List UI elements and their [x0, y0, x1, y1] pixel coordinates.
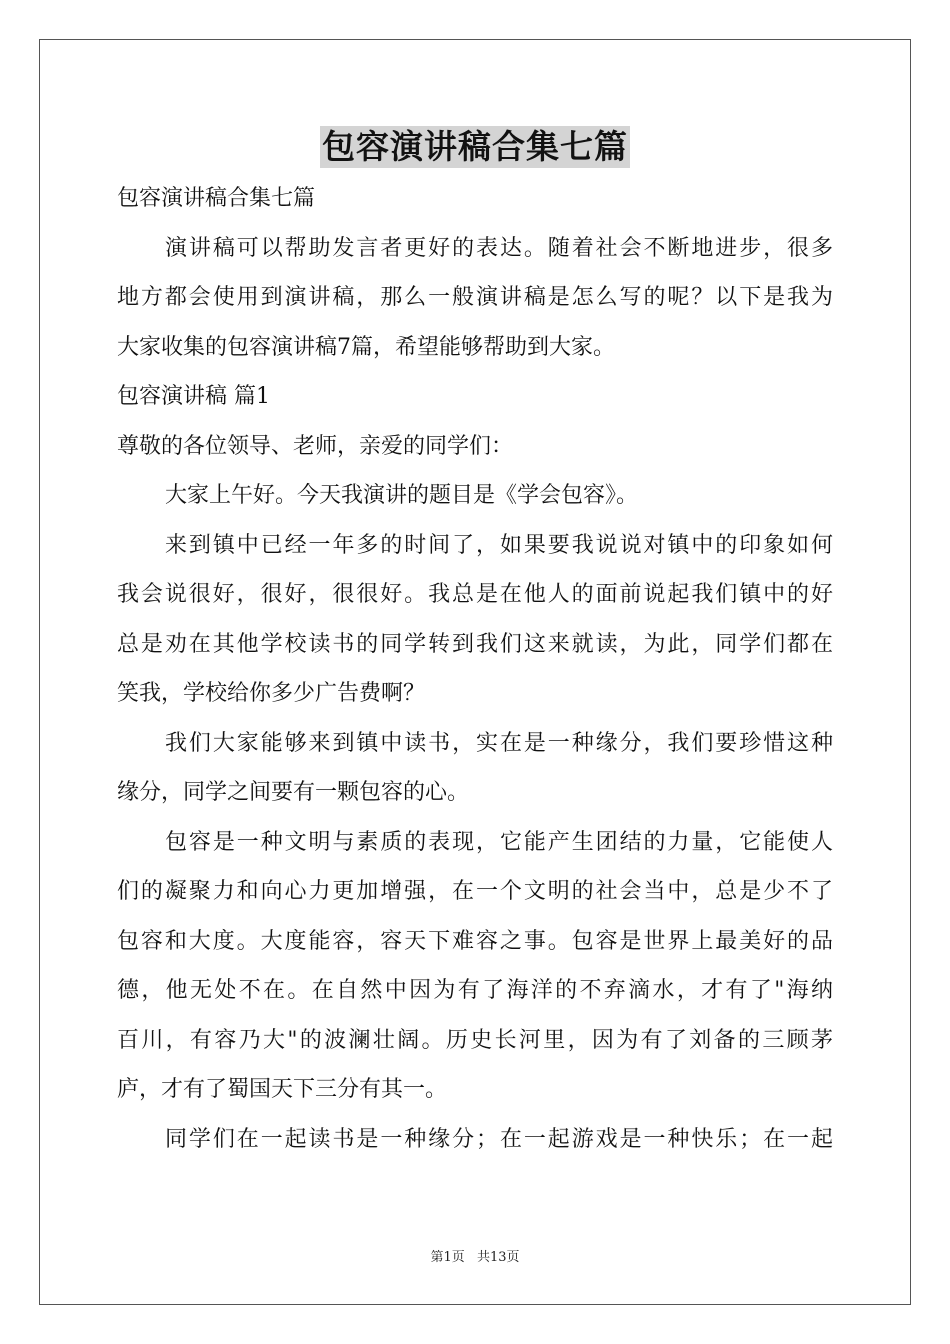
document-body [117, 174, 833, 1164]
text-line: 我们大家能够来到镇中读书，实在是一种缘分，我们要珍惜这种 [165, 730, 833, 756]
text-line: 来到镇中已经一年多的时间了，如果要我说说对镇中的印象如何 [165, 532, 833, 558]
page-footer [0, 1246, 950, 1265]
page-total: 共13页 [476, 1250, 520, 1265]
text-line: 德，他无处不在。在自然中因为有了海洋的不弃滴水，才有了"海纳 [117, 978, 833, 1003]
text-line: 演讲稿可以帮助发言者更好的表达。随着社会不断地进步，很多 [165, 235, 833, 261]
text-line: 总是劝在其他学校读书的同学转到我们这来就读，为此，同学们都在 [117, 631, 833, 657]
text-line: 包容演讲稿合集七篇 [117, 186, 316, 211]
text-line: 缘分，同学之间要有一颗包容的心。 [117, 780, 470, 805]
text-line: 百川，有容乃大"的波澜壮阔。历史长河里，因为有了刘备的三顾茅 [117, 1027, 833, 1053]
text-line: 同学们在一起读书是一种缘分；在一起游戏是一种快乐；在一起 [165, 1126, 833, 1152]
text-line: 包容和大度。大度能容，容天下难容之事。包容是世界上最美好的品 [117, 928, 833, 954]
text-line: 们的凝聚力和向心力更加增强，在一个文明的社会当中，总是少不了 [117, 879, 833, 904]
text-line: 大家收集的包容演讲稿7篇，希望能够帮助到大家。 [117, 334, 615, 360]
text-line: 笑我，学校给你多少广告费啊？ [117, 681, 426, 706]
page-number: 第1页 [430, 1250, 465, 1265]
text-line: 我会说很好，很好，很很好。我总是在他人的面前说起我们镇中的好 [117, 582, 833, 607]
document-title: 包容演讲稿合集七篇 [322, 127, 628, 166]
text-line: 包容演讲稿 篇1 [117, 384, 270, 409]
text-line: 大家上午好。今天我演讲的题目是《学会包容》。 [165, 483, 639, 508]
text-line: 包容是一种文明与素质的表现，它能产生团结的力量，它能使人 [165, 829, 833, 855]
text-line: 地方都会使用到演讲稿，那么一般演讲稿是怎么写的呢？以下是我为 [117, 285, 833, 310]
title-area [0, 126, 950, 168]
text-line: 尊敬的各位领导、老师，亲爱的同学们： [117, 433, 514, 459]
text-line: 庐，才有了蜀国天下三分有其一。 [117, 1077, 448, 1102]
